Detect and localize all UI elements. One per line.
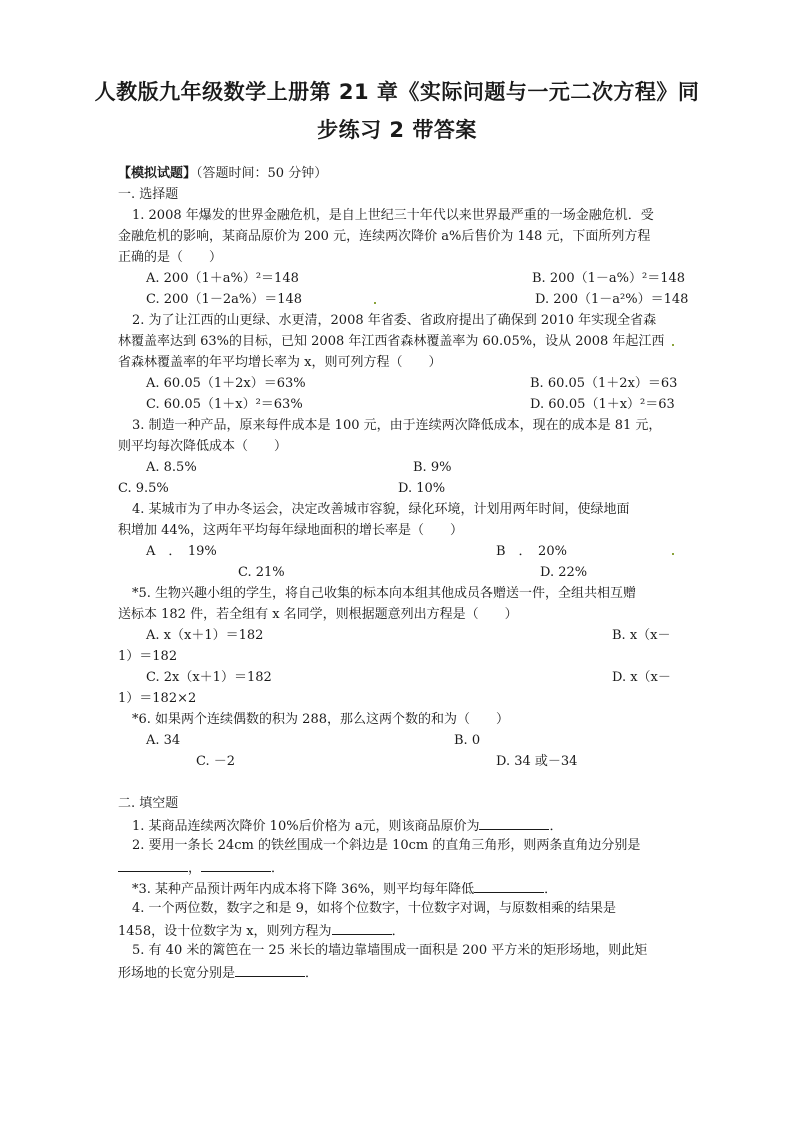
exam-label: 【模拟试题】 [118,166,197,181]
fill-question-1-end: ． [549,819,563,834]
question-2-line-3: 省森林覆盖率的年平均增长率为 x，则可列方程（ ） [118,355,442,370]
answer-blank [118,859,188,872]
fill-question-5-line-1: 5. 有 40 米的篱笆在一 25 米长的墙边靠墙围成一面积是 200 平方米的矩形场地，则此矩 [132,943,648,958]
fill-question-4-end: ． [391,924,405,939]
question-5-option-c: C. 2x（x＋1）＝182 [146,670,272,685]
question-6-option-c: C. －2 [196,754,236,769]
fill-question-4-text: 1458，设十位数字为 x，则列方程为 [118,924,332,939]
scan-speck [374,302,376,304]
scan-speck [672,344,674,346]
question-1-option-c: C. 200（1－2a%）＝148 [146,292,303,307]
fill-question-1-text: 1. 某商品连续两次降价 10%后价格为 a元，则该商品原价为 [132,819,480,834]
question-5-option-b-part-2: 1）＝182 [118,649,178,664]
exam-time: （答题时间：50 分钟） [196,166,328,181]
question-4-option-a: A ． 19% [146,544,217,559]
question-6-option-a: A. 34 [146,733,181,748]
question-1-option-d: D. 200（1－a²%）＝148 [535,292,689,307]
question-1-line-2: 金融危机的影响，某商品原价为 200 元，连续两次降价 a%后售价为 148 元，下面所列方程 [118,229,651,244]
question-4-line-1: 4. 某城市为了申办冬运会，决定改善城市容貌，绿化环境，计划用两年时间，使绿地面 [132,502,630,517]
question-1-line-1: 1. 2008 年爆发的世界金融危机，是自上世纪三十年代以来世界最严重的一场金融危机．受 [132,208,654,223]
question-2-option-a: A. 60.05（1＋2x）＝63% [146,376,306,391]
answer-blank [479,817,549,830]
section-heading-fill-in: 二. 填空题 [118,796,179,811]
question-2-line-1: 2. 为了让江西的山更绿、水更清，2008 年省委、省政府提出了确保到 2010 年实现全省森 [132,313,657,328]
question-3-option-d: D. 10% [398,481,446,496]
document-title-line-1: 人教版九年级数学上册第 21 章《实际问题与一元二次方程》同 [94,80,700,104]
question-3-line-1: 3. 制造一种产品，原来每件成本是 100 元，由于连续两次降低成本，现在的成本是 81 元， [132,418,662,433]
question-3-option-a: A. 8.5% [146,460,197,475]
fill-question-3-text: *3. 某种产品预计两年内成本将下降 36%，则平均每年降低 [132,882,475,897]
question-2-option-b: B. 60.05（1＋2x）＝63 [530,376,678,391]
question-2-line-2: 林覆盖率达到 63%的目标，已知 2008 年江西省森林覆盖率为 60.05%，设从 2008 年起江西 [118,334,665,349]
fill-question-1 [132,817,562,835]
question-1-option-b: B. 200（1－a%）²＝148 [532,271,686,286]
fill-question-3 [132,880,557,898]
question-2-option-d: D. 60.05（1＋x）²＝63 [530,397,675,412]
question-2-option-c: C. 60.05（1＋x）²＝63% [146,397,303,412]
question-5-option-d-part-2: 1）＝182×2 [118,691,197,706]
fill-question-5-text: 形场地的长宽分别是 [118,966,236,981]
fill-question-2-line-1: 2. 要用一条长 24cm 的铁丝围成一个斜边是 10cm 的直角三角形，则两条直角边分别是 [132,838,641,853]
answer-blank [332,922,392,935]
question-5-line-1: *5. 生物兴趣小组的学生，将自己收集的标本向本组其他成员各赠送一件，全组共相互赠 [132,586,637,601]
question-5-option-d-part-1: D. x（x－ [612,670,671,685]
document-title-line-2: 步练习 2 带答案 [317,118,477,142]
question-6-line-1: *6. 如果两个连续偶数的积为 288，那么这两个数的和为（ ） [132,712,509,727]
fill-question-4-line-2 [118,922,405,940]
fill-question-4-line-1: 4. 一个两位数，数字之和是 9，如将个位数字，十位数字对调，与原数相乘的结果是 [132,901,616,916]
question-5-line-2: 送标本 182 件，若全组有 x 名同学，则根据题意列出方程是（ ） [118,607,518,622]
fill-question-2-line-2 [118,859,284,877]
question-3-option-c: C. 9.5% [118,481,169,496]
question-6-option-d: D. 34 或－34 [496,754,578,769]
answer-blank [235,964,305,977]
fill-question-3-end: ． [544,882,558,897]
question-3-option-b: B. 9% [413,460,452,475]
question-1-option-a: A. 200（1＋a%）²＝148 [146,271,299,286]
question-4-option-d: D. 22% [540,565,588,580]
fill-question-5-end: ． [305,966,319,981]
question-3-line-2: 则平均每次降低成本（ ） [118,439,288,454]
question-1-line-3: 正确的是（ ） [118,250,223,265]
question-6-option-b: B. 0 [454,733,481,748]
fill-question-5-line-2 [118,964,318,982]
fill-question-2-separator: ， [188,861,202,876]
question-4-line-2: 积增加 44%，这两年平均每年绿地面积的增长率是（ ） [118,523,464,538]
section-heading-choice: 一. 选择题 [118,187,179,202]
answer-blank [201,859,271,872]
exam-header [118,166,327,182]
scan-speck [672,553,674,555]
question-4-option-c: C. 21% [238,565,285,580]
fill-question-2-end: ． [271,861,285,876]
answer-blank [474,880,544,893]
question-5-option-b-part-1: B. x（x－ [612,628,671,643]
question-4-option-b: B ． 20% [496,544,567,559]
question-5-option-a: A. x（x＋1）＝182 [146,628,264,643]
